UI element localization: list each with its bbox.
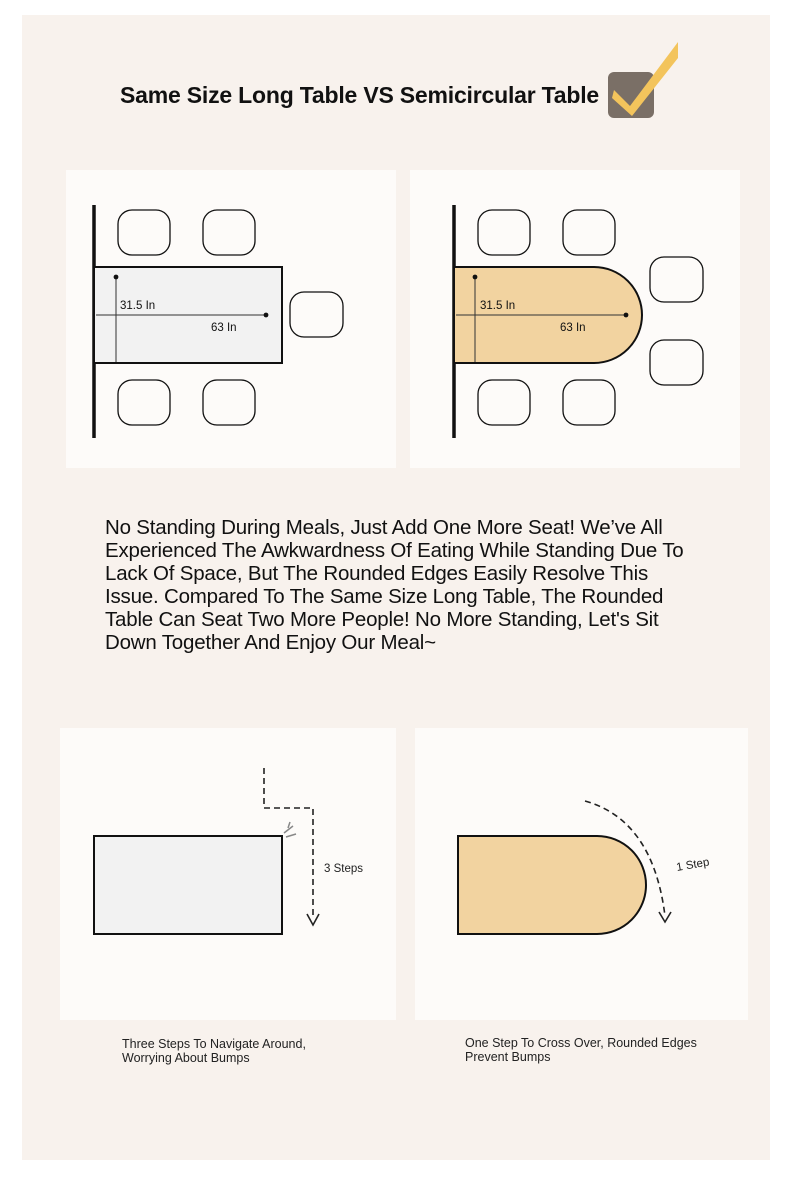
round-table-path-diagram [415, 728, 748, 1020]
long-table-path-diagram [60, 728, 396, 1020]
chair [650, 340, 703, 385]
round-table-seating-diagram [410, 170, 740, 468]
description-text: No Standing During Meals, Just Add One More Seat! We’ve All Experienced The Awkwardness Of Eating While Standing Due To Lack Of Space, But The Rounded Edges Easily Resolve This Issue. Compared To The Same Size Long Table, The Rounded Table Can Seat Two More People! No More Standing, Let's Sit Down Together And Enjoy Our Meal~ [105, 516, 684, 654]
chair [478, 210, 530, 255]
chair [563, 210, 615, 255]
semicircular-table [458, 836, 646, 934]
steps-label: 3 Steps [324, 863, 363, 875]
length-label: 63 In [211, 322, 237, 334]
chair [118, 380, 170, 425]
round-table-caption: One Step To Cross Over, Rounded Edges Prevent Bumps [465, 1036, 697, 1064]
checkmark-icon [606, 40, 680, 120]
long-table [94, 836, 282, 934]
length-label: 63 In [560, 322, 586, 334]
page-title: Same Size Long Table VS Semicircular Table [120, 82, 600, 108]
chair [118, 210, 170, 255]
chair [290, 292, 343, 337]
long-table-seating-diagram [66, 170, 396, 468]
width-label: 31.5 In [480, 300, 516, 312]
chair [203, 380, 255, 425]
chair [650, 257, 703, 302]
chair [563, 380, 615, 425]
chair [478, 380, 530, 425]
width-label: 31.5 In [120, 300, 156, 312]
bump-icon [284, 822, 296, 837]
steps-label: 1 Step [675, 856, 711, 874]
chair [203, 210, 255, 255]
long-table-caption: Three Steps To Navigate Around, Worrying About Bumps [122, 1037, 306, 1065]
